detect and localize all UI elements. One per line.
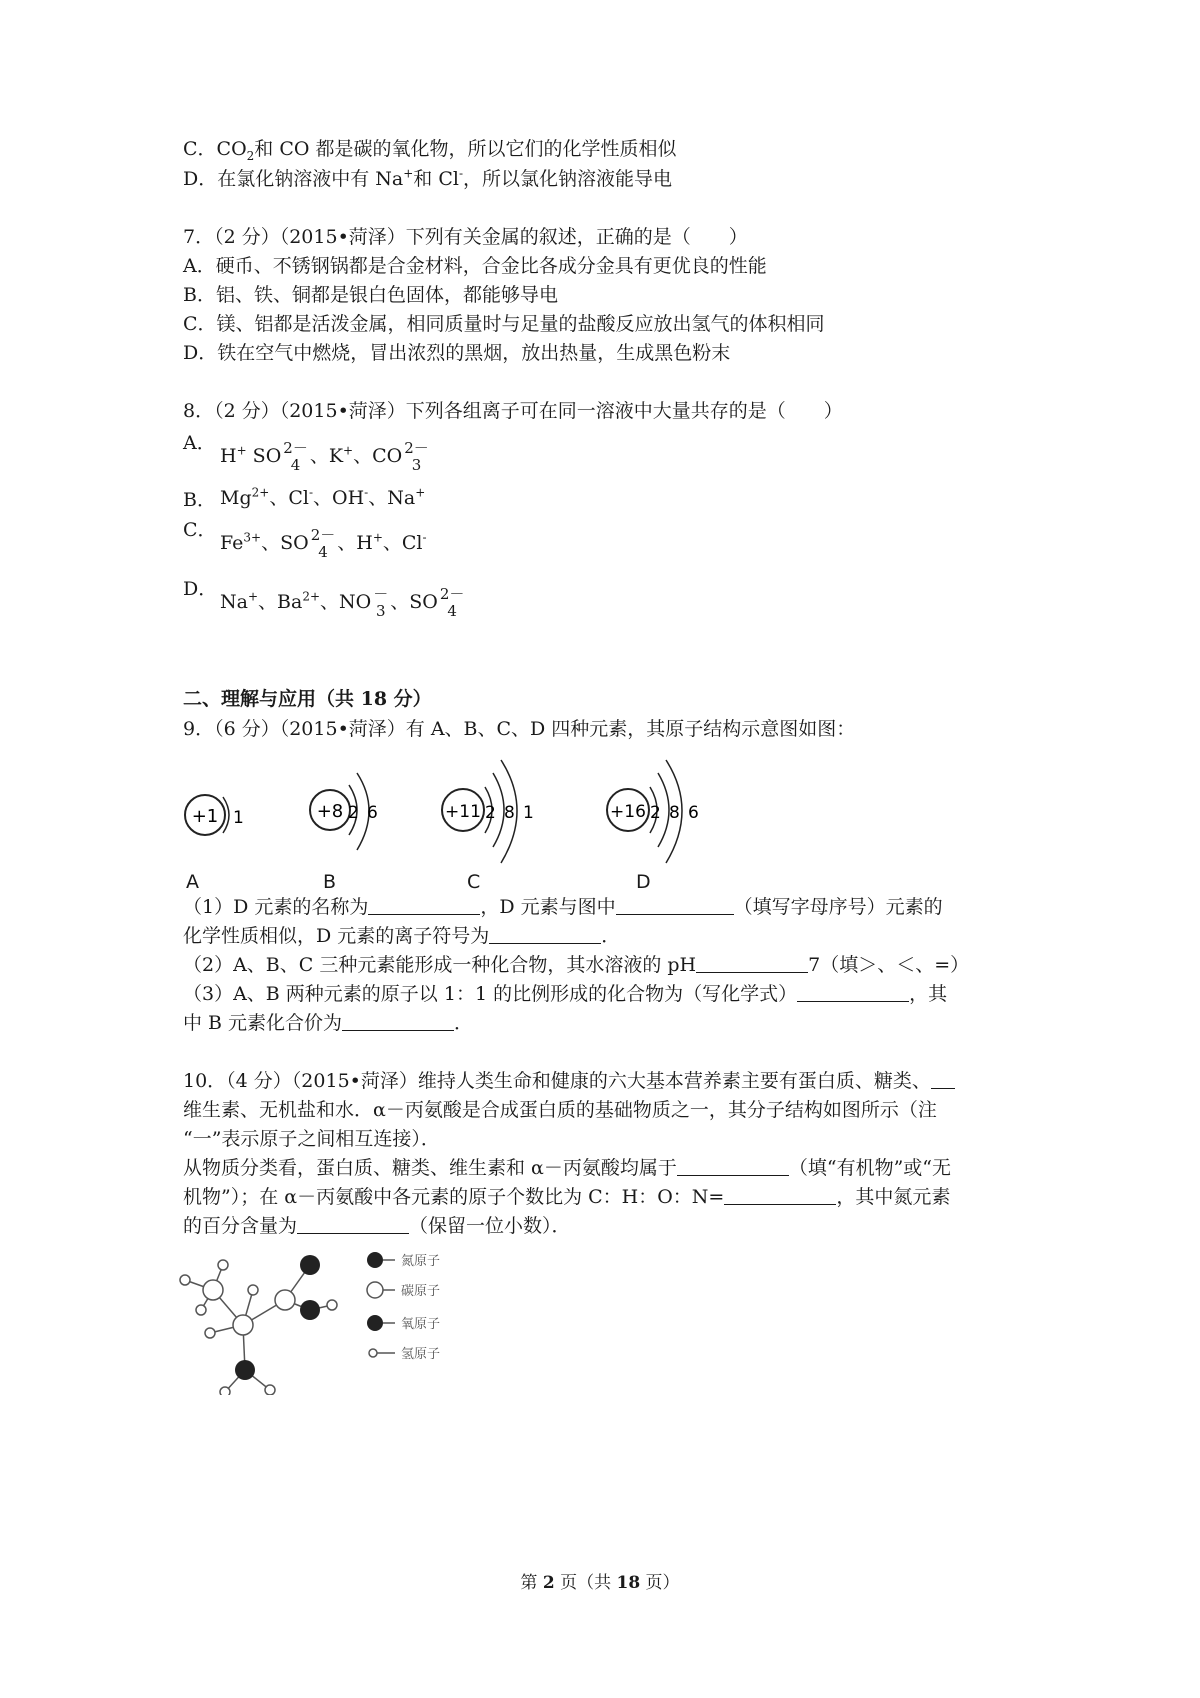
q8-stem: 8．（2 分）（2015•菏泽）下列各组离子可在同一溶液中大量共存的是（ ）	[183, 400, 843, 422]
q9-part1-line2: 化学性质相似，D 元素的离子符号为 ．	[183, 925, 621, 947]
answer-blank[interactable]	[489, 925, 601, 944]
q7-option-c: C．镁、铝都是活泼金属，相同质量时与足量的盐酸反应放出氢气的体积相同	[183, 313, 825, 335]
svg-text:8: 8	[504, 803, 515, 823]
q6-option-c: C．$CO_2$和 CO 都是碳的氧化物，所以它们的化学性质相似	[183, 138, 677, 163]
q8-option-d-label: D．	[183, 578, 218, 600]
svg-text:氢原子: 氢原子	[401, 1347, 441, 1362]
q10-line4: 从物质分类看，蛋白质、糖类、维生素和 α－丙氨酸均属于 （填“有机物”或“无	[183, 1157, 952, 1179]
q9-part1-line1: （1）D 元素的名称为 ，D 元素与图中 （填写字母序号）元素的	[183, 896, 943, 918]
q7-option-b: B．铝、铁、铜都是银白色固体，都能够导电	[183, 284, 558, 306]
atomic-structure-diagram	[165, 755, 745, 895]
q10-line2: 维生素、无机盐和水．α－丙氨酸是合成蛋白质的基础物质之一，其分子结构如图所示（注	[183, 1099, 937, 1121]
answer-blank[interactable]	[297, 1215, 409, 1234]
q8-option-c-label: C．	[183, 519, 217, 541]
alanine-molecule-diagram	[175, 1245, 495, 1395]
answer-blank[interactable]	[616, 896, 734, 915]
q9-part2: （2）A、B、C 三种元素能形成一种化合物，其水溶液的 pH 7（填＞、＜、=）	[183, 954, 970, 976]
q8-option-b: $Mg^{2+}$、Cl-、OH-、Na+	[220, 485, 426, 509]
atom-a	[185, 795, 244, 835]
answer-blank[interactable]	[724, 1186, 836, 1205]
q9-stem: 9．（6 分）（2015•菏泽）有 A、B、C、D 四种元素，其原子结构示意图如图：	[183, 718, 856, 740]
q8-option-a: H+ SO 2－ 4 、K+、CO 2－ 3	[220, 439, 429, 474]
svg-text:+11: +11	[445, 802, 481, 822]
q8-option-c: $Fe^{3+}$、SO 2－ 4 、H+、Cl-	[220, 526, 427, 561]
molecule-legend	[367, 1252, 440, 1362]
q9-part3-line2: 中 B 元素化合价为 ．	[183, 1012, 474, 1034]
svg-text:6: 6	[367, 803, 378, 823]
svg-text:+8: +8	[316, 801, 344, 822]
answer-blank[interactable]	[797, 983, 909, 1002]
svg-text:碳原子: 碳原子	[401, 1284, 441, 1299]
answer-blank[interactable]	[677, 1157, 789, 1176]
q7-option-d: D．铁在空气中燃烧，冒出浓烈的黑烟，放出热量，生成黑色粉末	[183, 342, 731, 364]
atom-c-label: C	[467, 871, 481, 893]
q6-option-d: D．在氯化钠溶液中有 Na+和 Cl-，所以氯化钠溶液能导电	[183, 166, 673, 190]
svg-text:+1: +1	[191, 806, 219, 827]
svg-text:2: 2	[485, 803, 496, 823]
atom-a-label: A	[186, 871, 199, 893]
answer-blank[interactable]	[368, 896, 480, 915]
svg-text:2: 2	[348, 803, 359, 823]
q8-option-d: Na+、$Ba^{2+}$、NO － 3 、SO 2－ 4	[220, 585, 465, 620]
atom-b-label: B	[323, 871, 337, 893]
q7-stem: 7．（2 分）（2015•菏泽）下列有关金属的叙述，正确的是（ ）	[183, 226, 748, 248]
svg-text:+16: +16	[610, 802, 646, 822]
answer-blank[interactable]	[931, 1070, 955, 1089]
svg-text:氮原子: 氮原子	[401, 1254, 441, 1269]
answer-blank[interactable]	[696, 954, 808, 973]
q8-option-b-label: B．	[183, 489, 216, 511]
svg-text:1: 1	[523, 803, 534, 823]
q8-option-a-label: A．	[183, 432, 216, 454]
q10-line6: 的百分含量为 （保留一位小数）．	[183, 1215, 571, 1237]
atom-d-label: D	[636, 871, 651, 893]
svg-text:2: 2	[650, 803, 661, 823]
page-footer: 第 2 页（共 18 页）	[520, 1573, 680, 1593]
q7-option-a: A．硬币、不锈钢锅都是合金材料，合金比各成分金具有更优良的性能	[183, 255, 767, 277]
atom-b	[310, 773, 378, 850]
answer-blank[interactable]	[342, 1012, 454, 1031]
atom-c	[442, 760, 534, 863]
section-title: 二、理解与应用（共 18 分）	[183, 688, 432, 710]
atom-d	[607, 760, 699, 863]
svg-text:8: 8	[669, 803, 680, 823]
q10-line5: 机物”）；在 α－丙氨酸中各元素的原子个数比为 C：H：O：N= ，其中氮元素	[183, 1186, 951, 1208]
svg-text:1: 1	[233, 808, 244, 828]
svg-text:6: 6	[688, 803, 699, 823]
q10-line1: 10．（4 分）（2015•菏泽）维持人类生命和健康的六大基本营养素主要有蛋白质、糖类、	[183, 1068, 955, 1094]
svg-text:氧原子: 氧原子	[401, 1317, 441, 1332]
q10-line3: “一”表示原子之间相互连接）．	[183, 1128, 440, 1150]
q9-part3-line1: （3）A、B 两种元素的原子以 1：1 的比例形成的化合物为（写化学式） ，其	[183, 983, 948, 1005]
